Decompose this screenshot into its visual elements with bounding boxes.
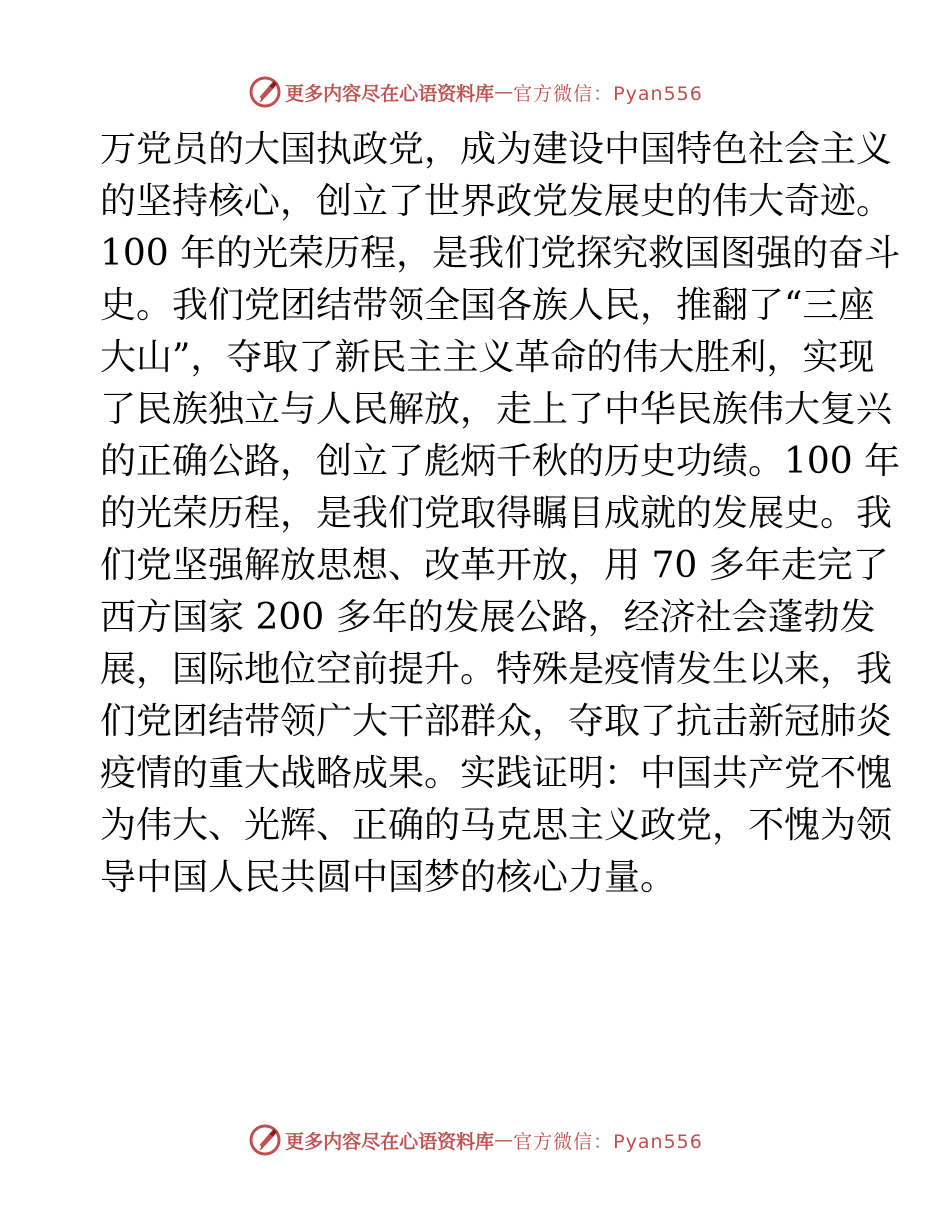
body-line: 史。我们党团结带领全国各族人民，推翻了“三座 — [100, 285, 875, 326]
header-separator: — — [494, 81, 514, 103]
footer-brand-text: 更多内容尽在心语资料库 — [285, 1130, 495, 1153]
body-line: 们党坚强解放思想、改革开放，用 70 多年走完了 — [100, 545, 889, 586]
body-line: 万党员的大国执政党，成为建设中国特色社会主义 — [100, 129, 893, 170]
body-line: 100 年的光荣历程，是我们党探究救国图强的奋斗 — [100, 233, 901, 274]
footer-banner — [0, 1120, 950, 1160]
body-line: 了民族独立与人民解放，走上了中华民族伟大复兴 — [100, 389, 893, 430]
body-line: 西方国家 200 多年的发展公路，经济社会蓬勃发 — [100, 597, 876, 638]
pen-circle-logo-icon — [247, 1122, 283, 1158]
document-body — [100, 124, 901, 904]
footer-contact-text: 官方微信：Pyan556 — [513, 1130, 703, 1153]
header-brand-text: 更多内容尽在心语资料库 — [285, 82, 495, 105]
body-line: 为伟大、光辉、正确的马克思主义政党，不愧为领 — [100, 805, 893, 846]
body-line: 的坚持核心，创立了世界政党发展史的伟大奇迹。 — [100, 181, 893, 222]
header-contact-text: 官方微信：Pyan556 — [513, 82, 703, 105]
body-line: 导中国人民共圆中国梦的核心力量。 — [100, 857, 677, 898]
body-line: 疫情的重大战略成果。实践证明：中国共产党不愧 — [100, 753, 893, 794]
body-line: 的光荣历程，是我们党取得瞩目成就的发展史。我 — [100, 493, 893, 534]
footer-separator: — — [494, 1129, 514, 1151]
body-line: 展，国际地位空前提升。特殊是疫情发生以来，我 — [100, 649, 893, 690]
pen-circle-logo-icon — [247, 74, 283, 110]
body-line: 的正确公路，创立了彪炳千秋的历史功绩。100 年 — [100, 441, 901, 482]
body-line: 们党团结带领广大干部群众，夺取了抗击新冠肺炎 — [100, 701, 893, 742]
body-line: 大山”，夺取了新民主主义革命的伟大胜利，实现 — [100, 337, 875, 378]
header-banner — [0, 72, 950, 112]
